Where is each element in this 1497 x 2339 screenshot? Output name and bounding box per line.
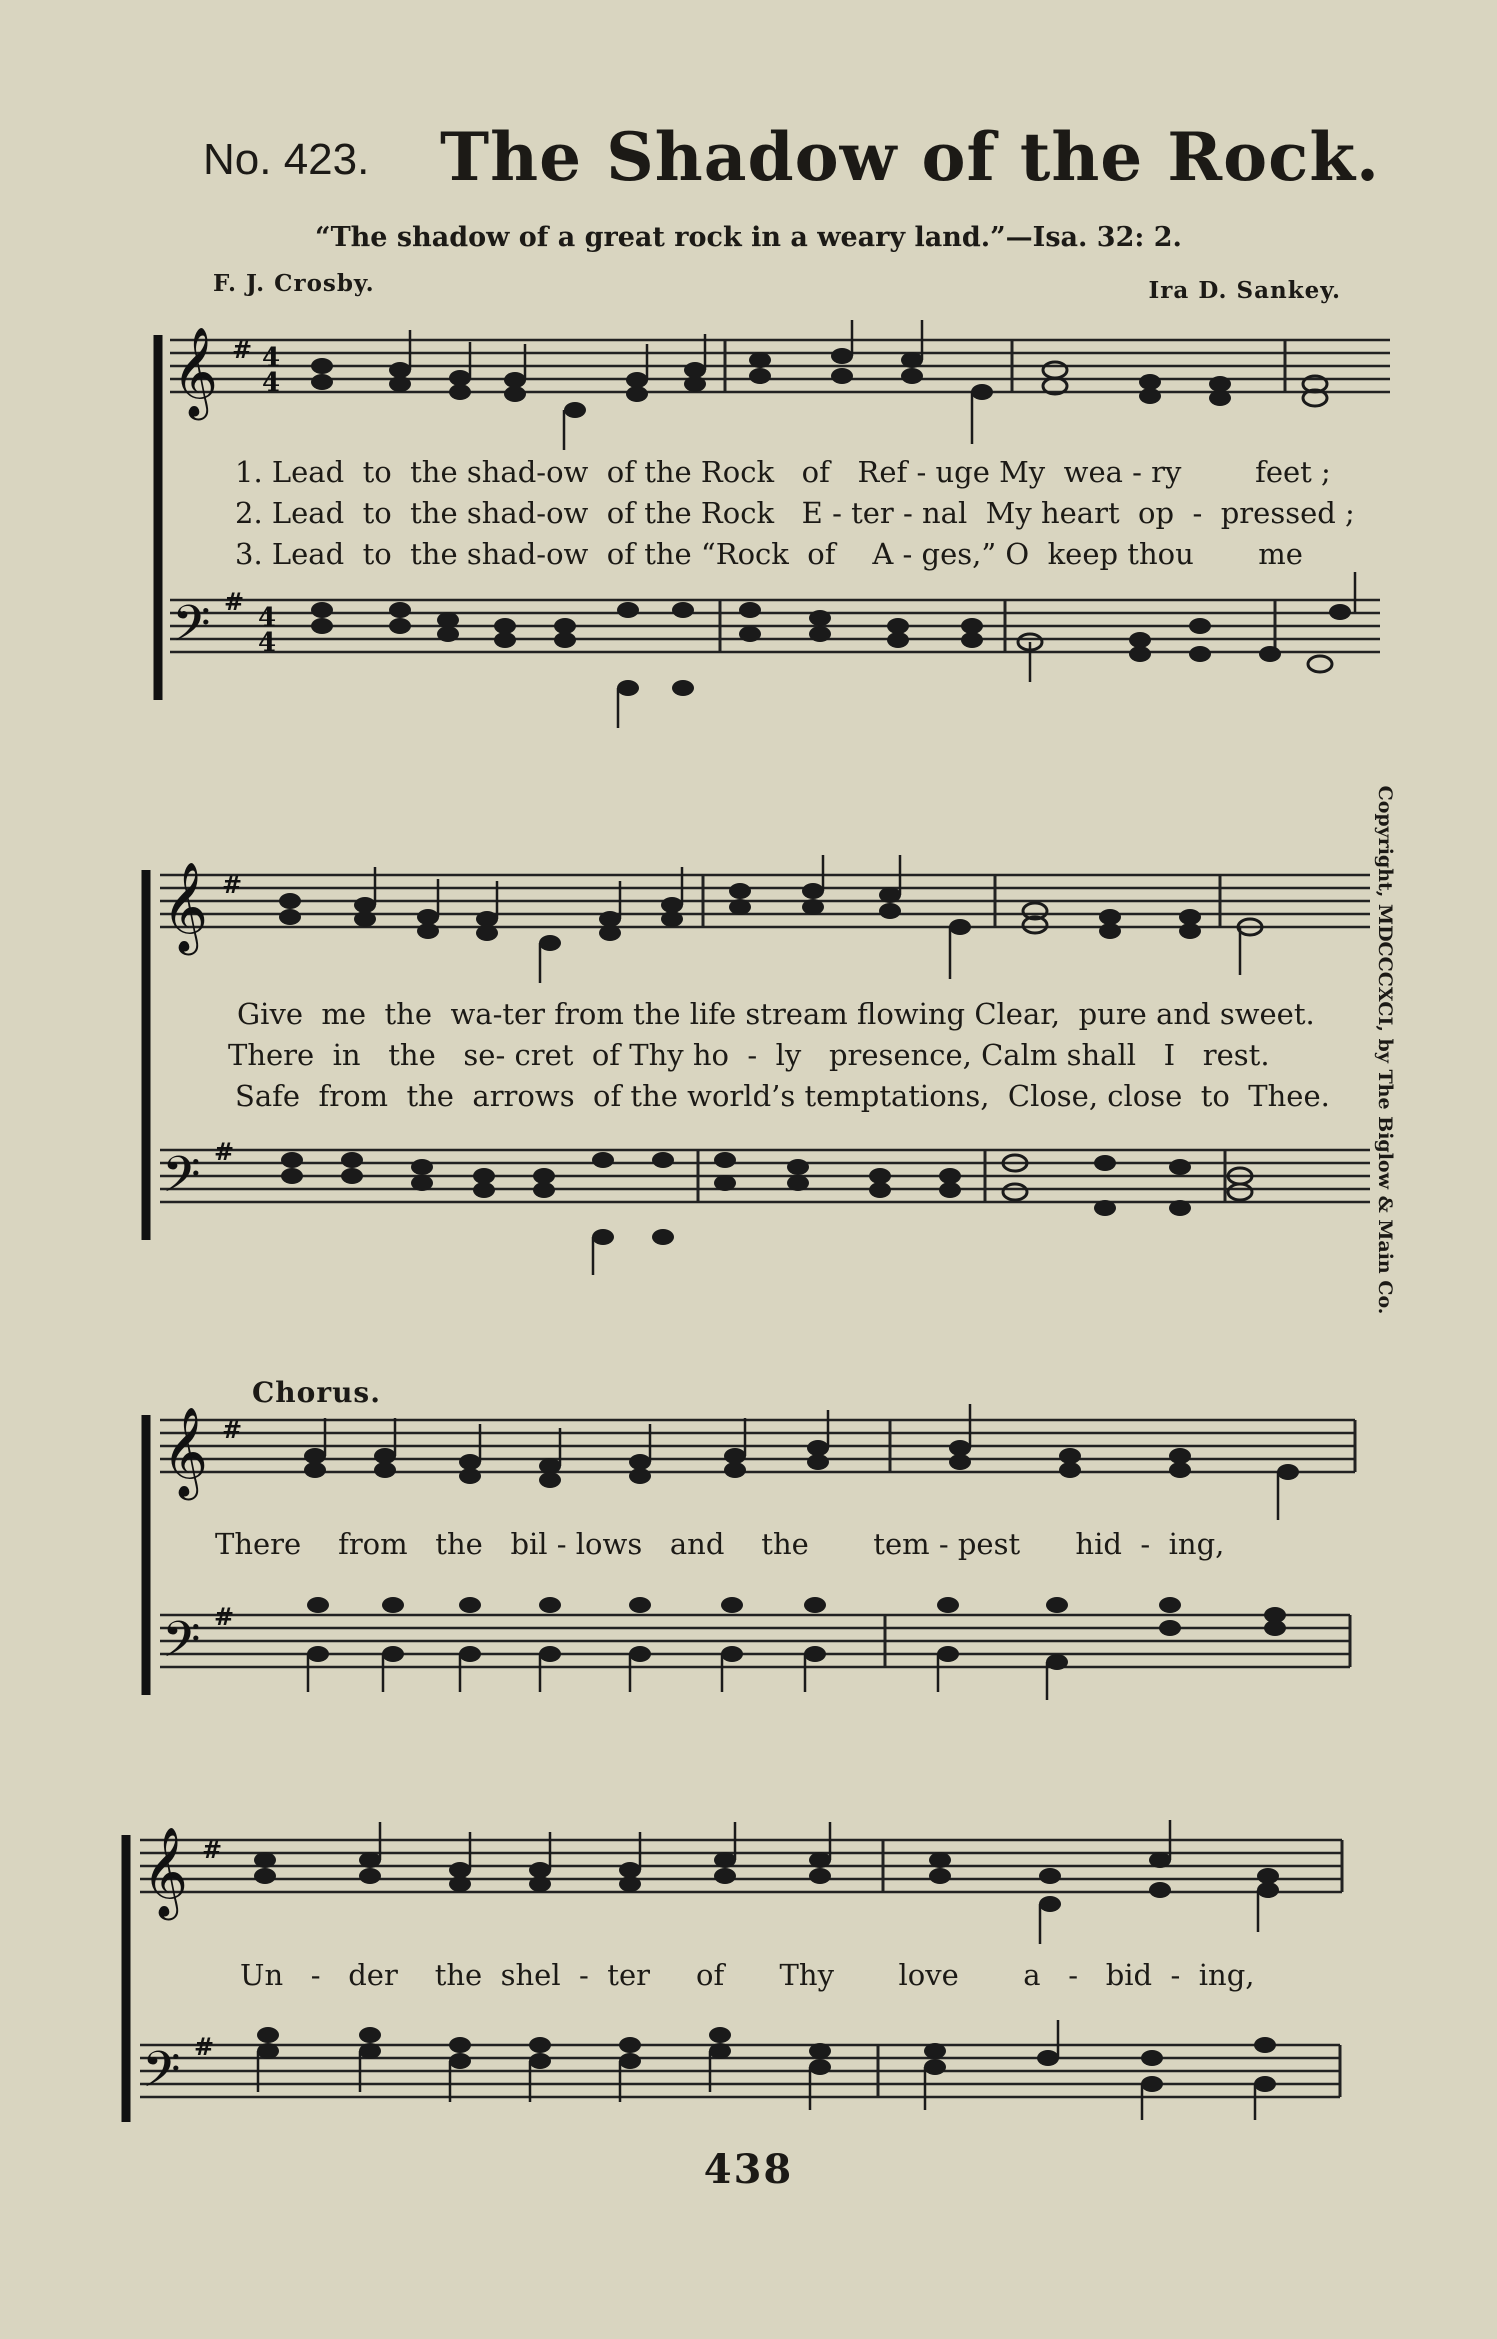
svg-text:4: 4 <box>262 343 281 373</box>
svg-text:4: 4 <box>258 603 277 633</box>
chorus-label: Chorus. <box>252 1376 381 1409</box>
chorus-lyric-line-1: There from the bil - lows and the tem - pest hid - ing, <box>215 1527 1225 1561</box>
verse-3-system-2: Safe from the arrows of the world’s temptations, Close, close to Thee. <box>235 1079 1330 1113</box>
svg-text:4: 4 <box>262 368 281 398</box>
epigraph: “The shadow of a great rock in a weary land.”—Isa. 32: 2. <box>315 222 1182 253</box>
verse-3-system-1: 3. Lead to the shad-ow of the “Rock of A - ges,” O keep thou me <box>235 537 1303 571</box>
verse-2-system-2: There in the se- cret of Thy ho - ly presence, Calm shall I rest. <box>228 1038 1270 1072</box>
copyright-notice <box>1365 785 1405 1315</box>
hymn-title: The Shadow of the Rock. <box>440 118 1381 196</box>
svg-text:#: # <box>222 1415 243 1444</box>
author: F. J. Crosby. <box>213 270 375 297</box>
svg-text:#: # <box>222 870 243 899</box>
svg-text:𝄢: 𝄢 <box>162 1611 201 1681</box>
svg-text:#: # <box>194 2032 215 2061</box>
svg-text:𝄢: 𝄢 <box>162 1146 201 1216</box>
verse-1-system-1: 1. Lead to the shad-ow of the Rock of Ref - uge My wea - ry feet ; <box>235 455 1331 489</box>
composer: Ira D. Sankey. <box>1148 277 1341 304</box>
svg-text:𝄞: 𝄞 <box>142 1827 189 1917</box>
svg-text:𝄢: 𝄢 <box>172 595 211 665</box>
copyright-text: Copyright, MDCCCXCI, by The Biglow & Main Co. <box>1374 785 1396 1315</box>
svg-text:#: # <box>232 335 253 364</box>
chorus-lyric-line-2: Un - der the shel - ter of Thy love a - bid - ing, <box>240 1958 1255 1992</box>
svg-text:#: # <box>214 1602 235 1631</box>
svg-text:#: # <box>202 1835 223 1864</box>
hymn-number: No. 423. <box>203 135 370 184</box>
music-system-1 <box>150 320 1400 740</box>
svg-text:𝄢: 𝄢 <box>142 2041 181 2111</box>
svg-text:𝄞: 𝄞 <box>162 862 209 952</box>
svg-text:#: # <box>224 587 245 616</box>
svg-text:4: 4 <box>258 628 277 658</box>
svg-text:𝄞: 𝄞 <box>172 327 219 417</box>
svg-text:#: # <box>214 1137 235 1166</box>
verse-2-system-1: 2. Lead to the shad-ow of the Rock E - ter - nal My heart op - pressed ; <box>235 496 1355 530</box>
svg-text:𝄞: 𝄞 <box>162 1407 209 1497</box>
page-number: 438 <box>703 2146 794 2193</box>
verse-1-system-2: Give me the wa-ter from the life stream flowing Clear, pure and sweet. <box>237 997 1315 1031</box>
